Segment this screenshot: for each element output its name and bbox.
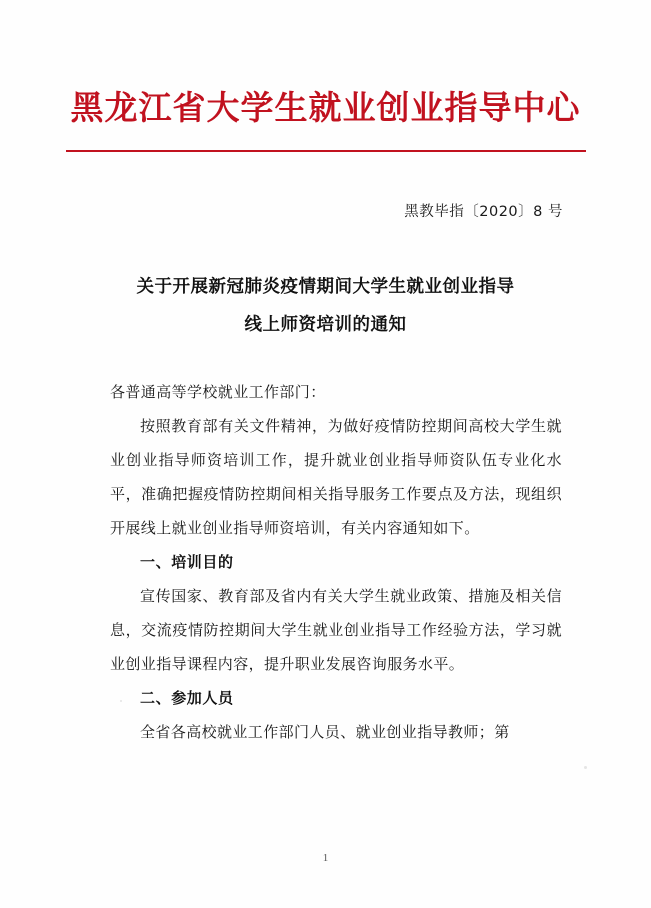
scan-speckle <box>584 766 587 769</box>
letterhead <box>0 88 651 152</box>
page-title-line-2: 线上师资培训的通知 <box>244 315 407 335</box>
letterhead-title: 黑龙江省大学生就业创业指导中心 <box>70 88 581 127</box>
document-number: 黑教毕指〔2020〕8 号 <box>404 204 563 220</box>
document-body <box>110 375 562 749</box>
scan-speckle <box>120 700 122 702</box>
page-title-line-1: 关于开展新冠肺炎疫情期间大学生就业创业指导 <box>136 277 515 297</box>
letterhead-divider <box>66 150 586 152</box>
salutation: 各普通高等学校就业工作部门： <box>110 383 326 401</box>
section-heading-2: 二、参加人员 <box>140 689 234 707</box>
section-body-2: 全省各高校就业工作部门人员、就业创业指导教师；第 <box>140 723 510 741</box>
section-heading-1: 一、培训目的 <box>140 553 234 571</box>
section-body-1: 宣传国家、教育部及省内有关大学生就业政策、措施及相关信息，交流疫情防控期间大学生就业创业指导工作经验方法，学习就业创业指导课程内容，提升职业发展咨询服务水平。 <box>110 587 562 673</box>
page-number: 1 <box>322 852 329 864</box>
page-title <box>0 268 651 344</box>
intro-paragraph: 按照教育部有关文件精神，为做好疫情防控期间高校大学生就业创业指导师资培训工作，提升就业创业指导师资队伍专业化水平，准确把握疫情防控期间相关指导服务工作要点及方法，现组织开展线上就业创业指导师资培训，有关内容通知如下。 <box>110 417 562 537</box>
